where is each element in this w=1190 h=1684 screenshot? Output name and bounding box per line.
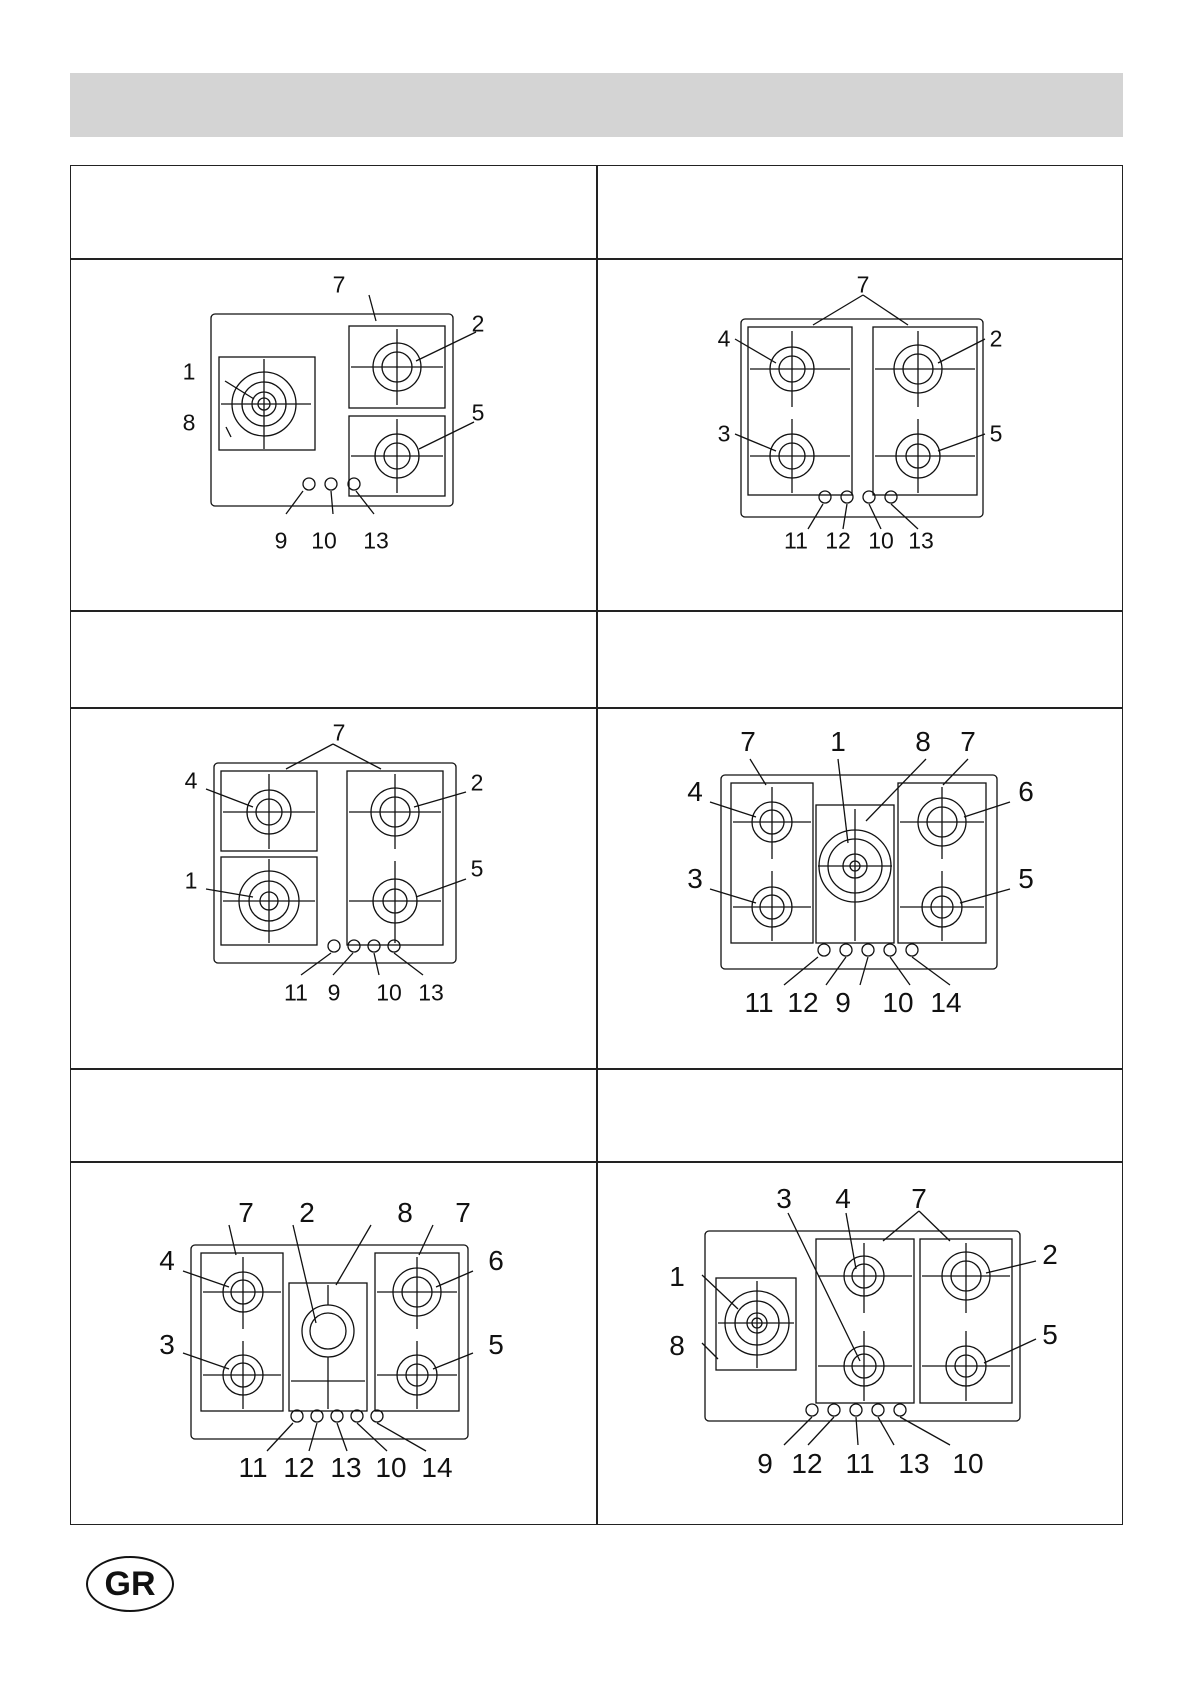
callout-label: 9 <box>327 979 341 1006</box>
callout-label: 9 <box>835 987 851 1018</box>
callout-label: 2 <box>989 325 1003 352</box>
callout-label: 12 <box>283 1452 315 1483</box>
callout-label: 7 <box>238 1197 254 1228</box>
callout-label: 4 <box>184 767 198 794</box>
hob-drawing <box>71 259 596 609</box>
callout-label: 1 <box>184 867 198 894</box>
hob-diagram-5 <box>71 1163 596 1525</box>
callout-label: 9 <box>274 527 288 554</box>
row-divider <box>71 1068 1122 1070</box>
callout-label: 3 <box>687 863 703 894</box>
hob-diagram-4 <box>598 709 1123 1067</box>
callout-label: 5 <box>488 1329 504 1360</box>
callout-label: 12 <box>791 1448 823 1479</box>
callout-label: 4 <box>717 325 731 352</box>
hob-diagram-1 <box>71 259 596 609</box>
hob-drawing <box>598 259 1123 609</box>
callout-label: 6 <box>1018 776 1034 807</box>
callout-label: 13 <box>330 1452 362 1483</box>
callout-label: 10 <box>882 987 914 1018</box>
callout-label: 10 <box>868 527 894 554</box>
callout-label: 12 <box>787 987 819 1018</box>
callout-label: 7 <box>332 271 346 298</box>
callout-label: 10 <box>952 1448 984 1479</box>
callout-label: 11 <box>784 527 808 554</box>
callout-label: 7 <box>332 719 346 746</box>
callout-label: 7 <box>856 271 870 298</box>
callout-label: 1 <box>830 726 846 757</box>
callout-label: 10 <box>311 527 337 554</box>
callout-label: 8 <box>915 726 931 757</box>
callout-label: 1 <box>669 1261 685 1292</box>
callout-label: 2 <box>470 769 484 796</box>
callout-label: 7 <box>455 1197 471 1228</box>
callout-label: 3 <box>717 420 731 447</box>
callout-label: 2 <box>1042 1239 1058 1270</box>
hob-drawing <box>71 709 596 1067</box>
callout-label: 11 <box>845 1448 875 1479</box>
hob-diagram-table <box>70 165 1123 1525</box>
hob-drawing <box>598 709 1123 1067</box>
callout-label: 11 <box>238 1452 268 1483</box>
callout-label: 8 <box>397 1197 413 1228</box>
callout-label: 5 <box>1042 1319 1058 1350</box>
callout-label: 13 <box>418 979 444 1006</box>
callout-label: 9 <box>757 1448 773 1479</box>
callout-label: 6 <box>488 1245 504 1276</box>
callout-label: 13 <box>363 527 389 554</box>
language-badge: GR <box>86 1556 174 1612</box>
callout-label: 11 <box>744 987 774 1018</box>
callout-label: 8 <box>182 409 196 436</box>
callout-label: 14 <box>930 987 962 1018</box>
callout-label: 3 <box>776 1183 792 1214</box>
callout-label: 7 <box>911 1183 927 1214</box>
callout-label: 7 <box>960 726 976 757</box>
callout-label: 13 <box>908 527 934 554</box>
callout-label: 1 <box>182 358 196 385</box>
callout-label: 7 <box>740 726 756 757</box>
callout-label: 12 <box>825 527 851 554</box>
callout-label: 11 <box>284 979 308 1006</box>
callout-label: 8 <box>669 1330 685 1361</box>
callout-label: 10 <box>376 979 402 1006</box>
hob-diagram-2 <box>598 259 1123 609</box>
hob-diagram-3 <box>71 709 596 1067</box>
row-divider <box>71 610 1122 612</box>
callout-label: 10 <box>375 1452 407 1483</box>
callout-label: 5 <box>1018 863 1034 894</box>
callout-label: 5 <box>470 855 484 882</box>
callout-label: 2 <box>471 310 485 337</box>
callout-label: 5 <box>471 399 485 426</box>
callout-label: 13 <box>898 1448 930 1479</box>
section-header-bar <box>70 73 1123 137</box>
callout-label: 4 <box>687 776 703 807</box>
hob-diagram-6 <box>598 1163 1123 1525</box>
callout-label: 4 <box>835 1183 851 1214</box>
callout-label: 4 <box>159 1245 175 1276</box>
callout-label: 5 <box>989 420 1003 447</box>
callout-label: 14 <box>421 1452 453 1483</box>
callout-label: 2 <box>299 1197 315 1228</box>
callout-label: 3 <box>159 1329 175 1360</box>
